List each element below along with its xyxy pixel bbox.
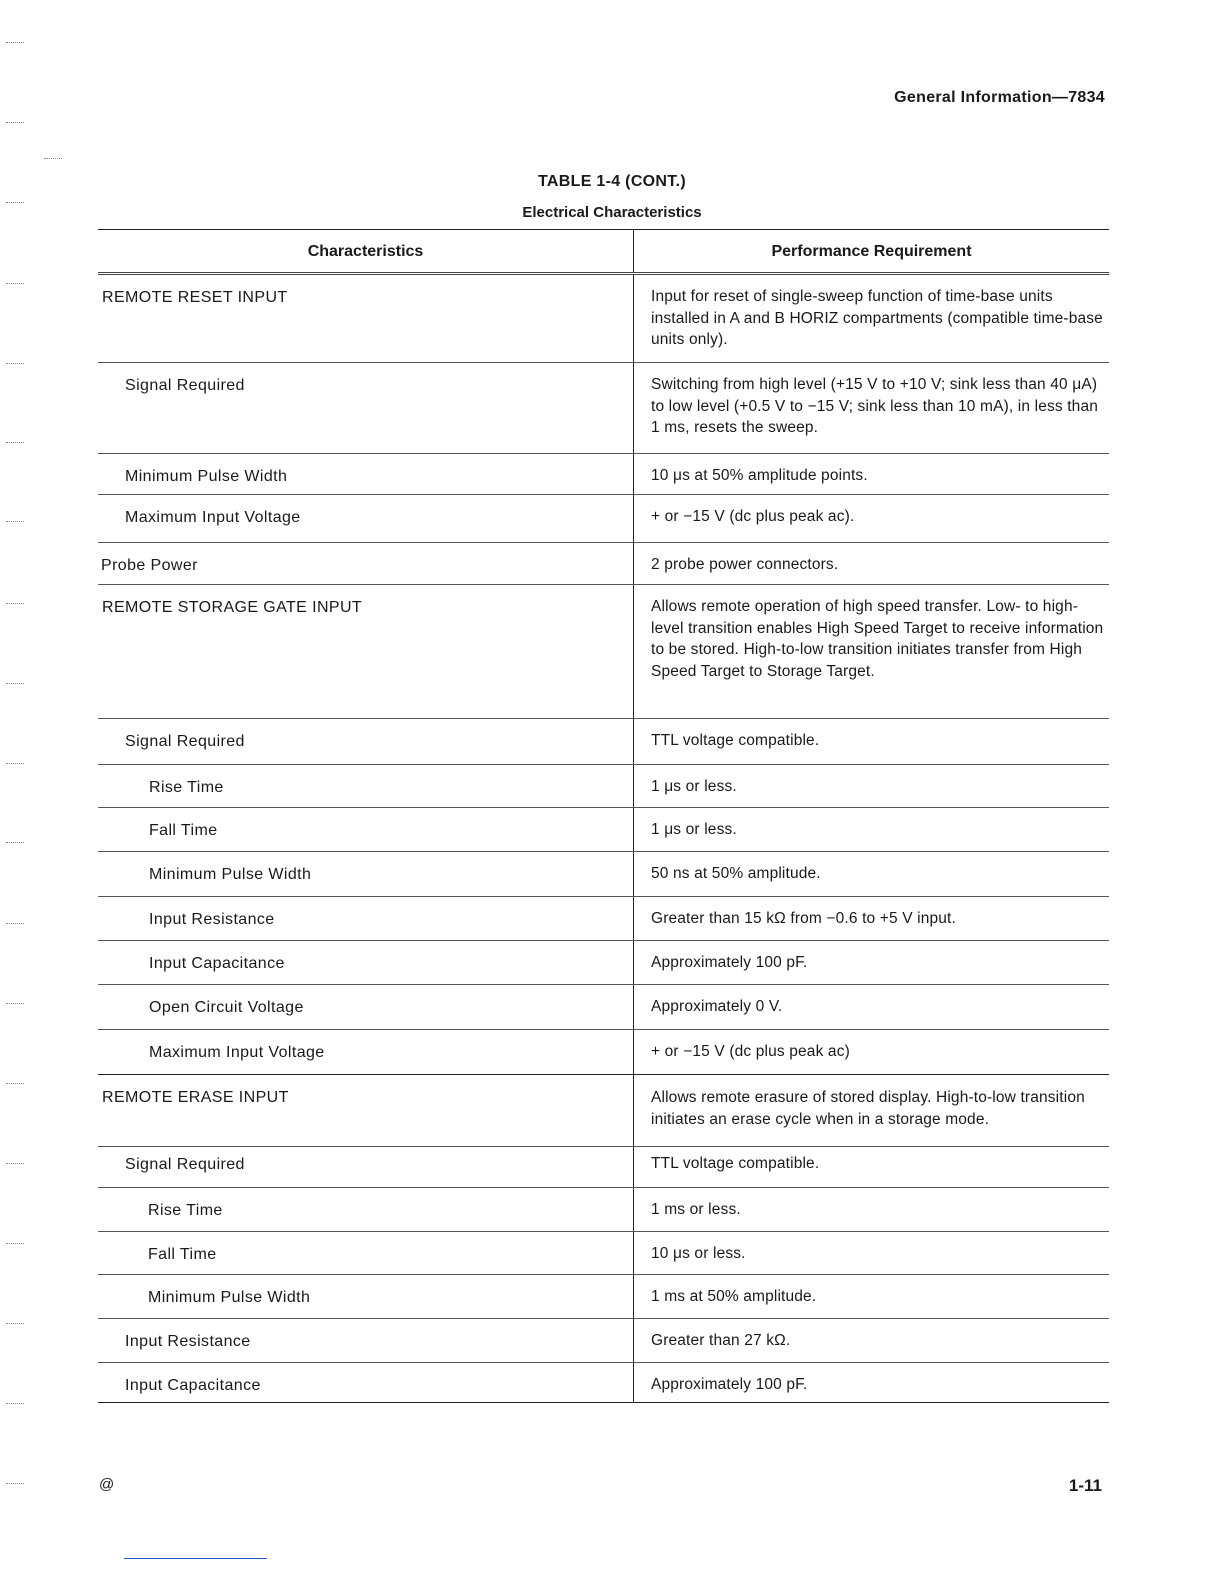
- characteristics-table: [98, 229, 1109, 1403]
- margin-mark: [6, 1163, 24, 1164]
- characteristic-cell: Open Circuit Voltage: [98, 985, 634, 1029]
- table-row: [98, 940, 1109, 984]
- requirement-cell: Input for reset of single-sweep function of time-base units installed in A and B HORIZ compartments (compatible time-base units only).: [651, 288, 1103, 348]
- requirement-cell: Approximately 100 pF.: [651, 1376, 808, 1393]
- table-subtitle: Electrical Characteristics: [522, 204, 702, 221]
- table-row: [98, 542, 1109, 584]
- table-row: [98, 584, 1109, 718]
- requirement-cell: Allows remote erasure of stored display. High-to-low transition initiates an erase cycle when in a storage mode.: [651, 1089, 1085, 1128]
- requirement-cell: + or −15 V (dc plus peak ac): [651, 1043, 850, 1060]
- margin-mark: [6, 42, 24, 43]
- requirement-cell: 1 μs or less.: [651, 821, 737, 838]
- characteristic-cell: Input Capacitance: [98, 941, 634, 984]
- characteristic-cell: Input Resistance: [98, 1319, 634, 1362]
- requirement-cell: TTL voltage compatible.: [651, 732, 820, 749]
- characteristic-cell: Rise Time: [98, 1188, 634, 1231]
- margin-mark: [6, 763, 24, 764]
- characteristic-cell: Minimum Pulse Width: [98, 454, 634, 494]
- table-row: [98, 1274, 1109, 1318]
- footer-symbol: @: [99, 1476, 115, 1493]
- characteristic-cell: Fall Time: [98, 808, 634, 851]
- margin-mark: [6, 1243, 24, 1244]
- margin-mark: [6, 1483, 24, 1484]
- requirement-cell: + or −15 V (dc plus peak ac).: [651, 508, 855, 525]
- characteristic-cell: Minimum Pulse Width: [98, 852, 634, 896]
- requirement-cell: Approximately 0 V.: [651, 998, 783, 1015]
- margin-mark: [6, 1083, 24, 1084]
- table-row: [98, 807, 1109, 851]
- margin-mark: [6, 923, 24, 924]
- margin-mark: [6, 1003, 24, 1004]
- margin-mark: [6, 442, 24, 443]
- margin-mark: [6, 842, 24, 843]
- requirement-cell: Greater than 27 kΩ.: [651, 1332, 791, 1349]
- requirement-cell: 1 μs or less.: [651, 778, 737, 795]
- characteristic-cell: Rise Time: [98, 765, 634, 807]
- column-header-performance-requirement: Performance Requirement: [771, 243, 972, 260]
- margin-mark: [6, 363, 24, 364]
- requirement-cell: 50 ns at 50% amplitude.: [651, 865, 821, 882]
- table-row: [98, 494, 1109, 542]
- table-row: [98, 1187, 1109, 1231]
- requirement-cell: Allows remote operation of high speed transfer. Low- to high-level transition enables High Speed Target to receive information to be stored. High-to-low transition initiates transfer from High Speed Target to Storage Target.: [651, 598, 1104, 680]
- characteristic-cell: Fall Time: [98, 1232, 634, 1274]
- requirement-cell: 10 μs at 50% amplitude points.: [651, 467, 868, 484]
- table-row: [98, 1074, 1109, 1146]
- table-row: [98, 1029, 1109, 1074]
- table-title: TABLE 1-4 (CONT.): [538, 173, 686, 190]
- margin-mark: [6, 603, 24, 604]
- column-header-characteristics: Characteristics: [98, 230, 634, 272]
- table-row: [98, 275, 1109, 362]
- requirement-cell: Greater than 15 kΩ from −0.6 to +5 V input.: [651, 910, 956, 927]
- margin-mark: [44, 158, 62, 159]
- characteristic-cell: Input Capacitance: [98, 1363, 634, 1402]
- margin-mark: [6, 521, 24, 522]
- characteristic-cell: REMOTE ERASE INPUT: [98, 1075, 634, 1146]
- requirement-cell: 1 ms at 50% amplitude.: [651, 1288, 817, 1305]
- table-row: [98, 851, 1109, 896]
- requirement-cell: 2 probe power connectors.: [651, 556, 839, 573]
- requirement-cell: TTL voltage compatible.: [651, 1155, 820, 1172]
- requirement-cell: Approximately 100 pF.: [651, 954, 808, 971]
- margin-mark: [6, 283, 24, 284]
- requirement-cell: 1 ms or less.: [651, 1201, 741, 1218]
- requirement-cell: 10 μs or less.: [651, 1245, 746, 1262]
- footer-rule: [124, 1558, 267, 1559]
- characteristic-cell: REMOTE STORAGE GATE INPUT: [98, 585, 634, 718]
- table-row: [98, 896, 1109, 940]
- table-row: [98, 718, 1109, 764]
- characteristic-cell: Signal Required: [98, 719, 634, 764]
- margin-mark: [6, 1323, 24, 1324]
- table-header-row: [98, 230, 1109, 275]
- characteristic-cell: Input Resistance: [98, 897, 634, 940]
- table-row: [98, 764, 1109, 807]
- characteristic-cell: Signal Required: [98, 1147, 634, 1187]
- page-header: General Information—7834: [894, 89, 1105, 106]
- characteristic-cell: Probe Power: [98, 543, 634, 584]
- table-row: [98, 984, 1109, 1029]
- requirement-cell: Switching from high level (+15 V to +10 V; sink less than 40 μA) to low level (+0.5 V to −15 V; sink less than 10 mA), in less than 1 ms, resets the sweep.: [651, 376, 1098, 436]
- characteristic-cell: REMOTE RESET INPUT: [98, 275, 634, 362]
- margin-mark: [6, 1403, 24, 1404]
- page-number: 1-11: [1068, 1476, 1102, 1495]
- table-row: [98, 1231, 1109, 1274]
- characteristic-cell: Maximum Input Voltage: [98, 495, 634, 542]
- characteristic-cell: Minimum Pulse Width: [98, 1275, 634, 1318]
- table-row: [98, 362, 1109, 453]
- table-row: [98, 1146, 1109, 1187]
- table-row: [98, 1362, 1109, 1402]
- margin-mark: [6, 122, 24, 123]
- characteristic-cell: Maximum Input Voltage: [98, 1030, 634, 1074]
- table-row: [98, 453, 1109, 494]
- margin-mark: [6, 202, 24, 203]
- characteristic-cell: Signal Required: [98, 363, 634, 453]
- scan-margin-marks: [0, 0, 40, 1584]
- table-row: [98, 1318, 1109, 1362]
- margin-mark: [6, 683, 24, 684]
